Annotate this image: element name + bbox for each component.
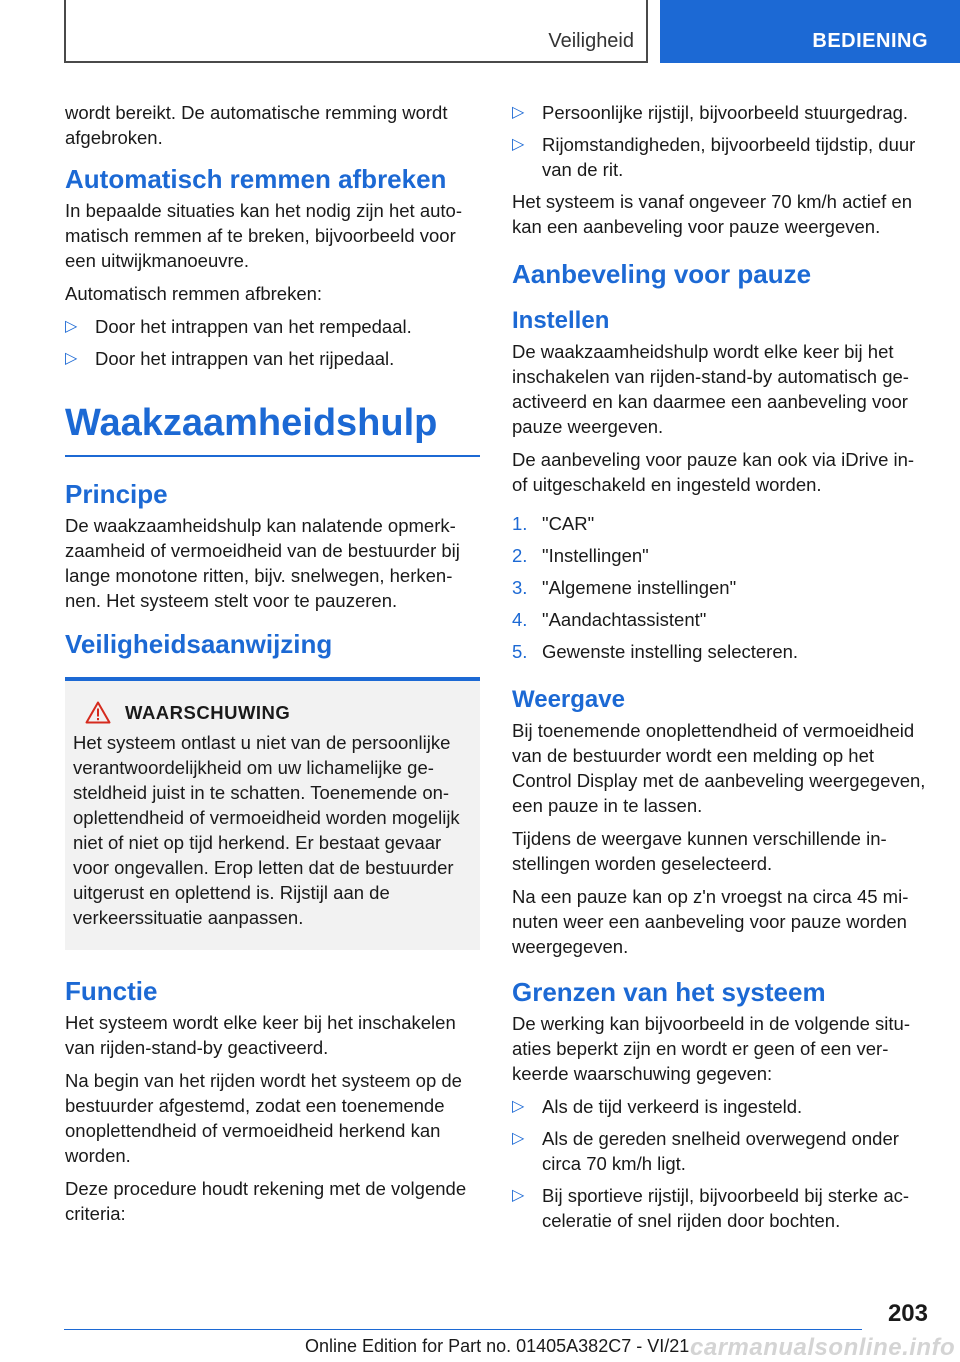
list-item: 5. Gewenste instelling selecteren. (512, 641, 799, 662)
step-number: 2. (512, 545, 528, 566)
step-number: 3. (512, 577, 528, 598)
principle-heading: Principe (65, 479, 168, 509)
function-paragraph-2: Na begin van het rijden wordt het systeem op de bestuurder afgestemd, zodat een toenemende onoplettendheid of vermoeidheid herkend kan worden. (65, 1070, 462, 1166)
activation-paragraph: Het systeem is vanaf ongeveer 70 km/h actief en kan een aanbeveling voor pauze weergeven. (512, 191, 913, 237)
step-number: 5. (512, 641, 528, 662)
footer-divider (64, 1329, 862, 1330)
step-number: 4. (512, 609, 528, 630)
list-item: ▷ Door het intrappen van het rijpedaal. (65, 348, 395, 369)
triangle-bullet-icon: ▷ (512, 136, 525, 153)
list-item: 2. "Instellingen" (512, 545, 649, 566)
triangle-bullet-icon: ▷ (512, 1187, 525, 1204)
right-column (512, 100, 928, 1240)
header-section-title: Veiligheid (548, 30, 634, 52)
triangle-bullet-icon: ▷ (65, 318, 78, 335)
list-item: ▷ Als de gereden snelheid overwegend onder circa 70 km/h ligt. (512, 1128, 899, 1174)
display-paragraph-3: Na een pauze kan op z'n vroegst na circa 45 minuten weer een aanbeveling voor pauze worden weergegeven. (512, 886, 909, 957)
triangle-bullet-icon: ▷ (512, 1098, 525, 1115)
auto-brake-heading: Automatisch remmen afbreken (65, 164, 447, 194)
section-title: Waakzaamheidshulp (65, 399, 480, 457)
list-item: 1. "CAR" (512, 513, 595, 534)
watermark: carmanualsonline.info (690, 1334, 956, 1361)
list-item: ▷ Rijomstandigheden, bijvoorbeeld tijdstip, duur van de rit. (512, 134, 916, 180)
intro-paragraph: wordt bereikt. De automatische remming wordt afgebroken. (65, 102, 448, 148)
limits-heading: Grenzen van het systeem (512, 977, 826, 1007)
function-paragraph-1: Het systeem wordt elke keer bij het inschakelen van rijden-stand-by geactiveerd. (65, 1012, 456, 1058)
step-number: 1. (512, 513, 528, 534)
list-item: 3. "Algemene instellingen" (512, 577, 737, 598)
display-paragraph-1: Bij toenemende onoplettendheid of vermoeidheid van de bestuurder wordt een melding op het Control Display met de aanbeveling weergegeven, een pauze in te lassen. (512, 720, 926, 816)
warning-title-row (73, 701, 472, 724)
list-item: ▷ Als de tijd verkeerd is ingesteld. (512, 1096, 803, 1117)
criteria-list (512, 100, 928, 182)
page-number: 203 (887, 1300, 928, 1327)
warning-text: Het systeem ontlast u niet van de persoonlijke verantwoordelijkheid om uw lichamelijke gesteldheid juist in te schatten. Toenemende onoplettendheid of vermoeidheid worden mogelijk niet of niet op tijd herkend. Er bestaat gevaar voor ongevallen. Erop letten dat de bestuurder uitgerust en oplettend is. Rijstijl aan de verkeerssituatie aanpassen. (73, 732, 460, 928)
function-paragraph-3: Deze procedure houdt rekening met de volgende criteria: (65, 1178, 467, 1224)
settings-paragraph-1: De waakzaamheidshulp wordt elke keer bij het inschakelen van rijden-stand-by automatisch geactiveerd en kan daarmee een aanbeveling voor pauze weergeven. (512, 341, 909, 437)
function-heading: Functie (65, 976, 158, 1006)
header-chapter-tab[interactable] (660, 0, 960, 63)
header-section-box (64, 0, 648, 63)
display-paragraph-2: Tijdens de weergave kunnen verschillende instellingen worden geselecteerd. (512, 828, 887, 874)
limits-list (512, 1094, 928, 1233)
header-chapter-label: BEDIENING (812, 30, 928, 52)
list-item: ▷ Bij sportieve rijstijl, bijvoorbeeld bij sterke acceleratie of snel rijden door bochten. (512, 1185, 910, 1231)
safety-heading: Veiligheidsaanwijzing (65, 629, 333, 659)
footer-edition-text: Online Edition for Part no. 01405A382C7 - VI/21 (305, 1336, 690, 1356)
warning-title: WAARSCHUWING (125, 701, 291, 723)
left-column (65, 100, 480, 1234)
warning-box (65, 681, 480, 950)
settings-steps (512, 511, 928, 664)
display-heading: Weergave (512, 686, 625, 713)
list-item: ▷ Door het intrappen van het rempedaal. (65, 316, 412, 337)
triangle-bullet-icon: ▷ (512, 104, 525, 121)
list-item: ▷ Persoonlijke rijstijl, bijvoorbeeld stuurgedrag. (512, 102, 909, 123)
settings-heading: Instellen (512, 307, 610, 334)
principle-paragraph: De waakzaamheidshulp kan nalatende opmerkzaamheid of vermoeidheid van de bestuurder bij lange monotone ritten, bijv. snelwegen, herkennen. Het systeem stelt voor te pauzeren. (65, 515, 460, 611)
triangle-bullet-icon: ▷ (65, 350, 78, 367)
limits-paragraph: De werking kan bijvoorbeeld in de volgende situaties beperkt zijn en wordt er geen of een verkeerde waarschuwing gegeven: (512, 1013, 910, 1084)
auto-brake-paragraph: In bepaalde situaties kan het nodig zijn het automatisch remmen af te breken, bijvoorbeeld voor een uitwijkmanoeuvre. (65, 200, 463, 271)
list-item: 4. "Aandachtassistent" (512, 609, 707, 630)
settings-paragraph-2: De aanbeveling voor pauze kan ook via iDrive in- of uitgeschakeld en ingesteld worden. (512, 449, 915, 495)
auto-brake-list-intro: Automatisch remmen afbreken: (65, 283, 323, 304)
warning-triangle-icon (85, 701, 111, 724)
pause-heading: Aanbeveling voor pauze (512, 259, 812, 289)
triangle-bullet-icon: ▷ (512, 1130, 525, 1147)
auto-brake-list (65, 314, 480, 371)
